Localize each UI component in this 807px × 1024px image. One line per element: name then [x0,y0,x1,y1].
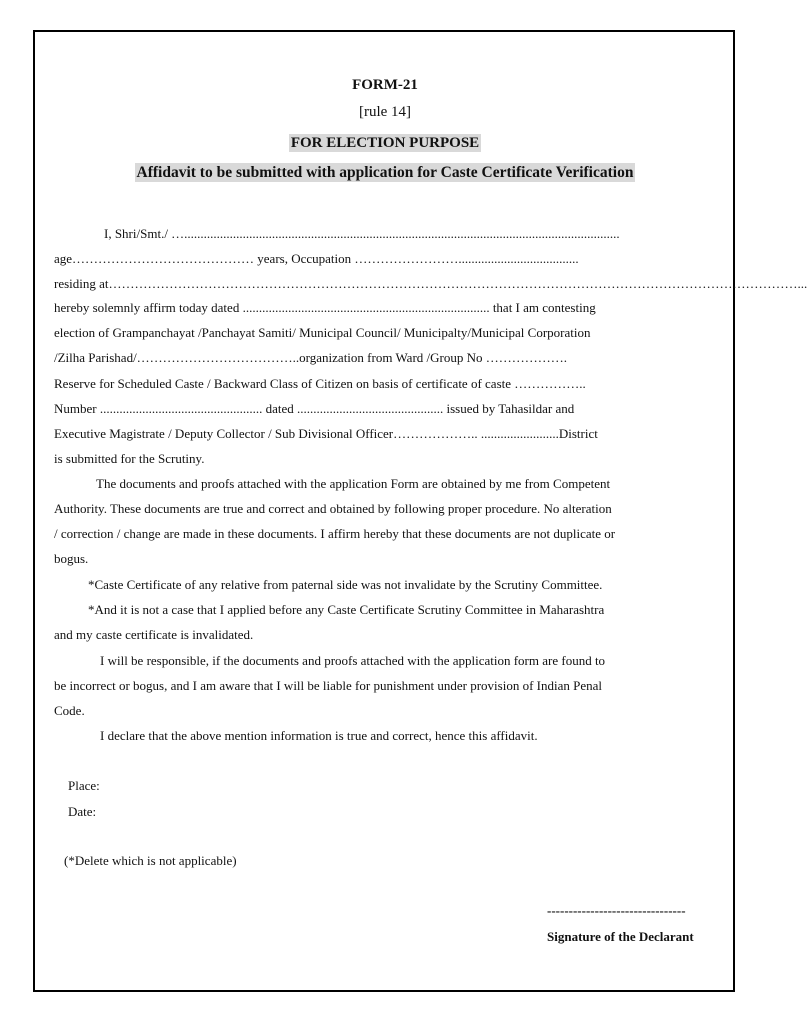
rule-reference: [rule 14] [358,104,412,120]
body-line: and my caste certificate is invalidated. [54,627,254,642]
body-line: election of Grampanchayat /Panchayat Samiti/ Municipal Council/ Municipalty/Municipal Corporation [54,325,591,340]
body-line: I declare that the above mention information is true and correct, hence this affidavit. [100,728,538,743]
signature-label: Signature of the Declarant [547,929,694,944]
place-label: Place: [68,778,100,793]
body-line: Reserve for Scheduled Caste / Backward Class of Citizen on basis of certificate of caste …………….. [54,376,586,391]
body-line: be incorrect or bogus, and I am aware that I will be liable for punishment under provision of Indian Penal [54,678,603,693]
body-line: is submitted for the Scrutiny. [54,451,205,466]
body-line: Executive Magistrate / Deputy Collector / Sub Divisional Officer……………….. ........................District [54,426,598,441]
date-label: Date: [68,804,97,819]
body-line: Number .................................................. dated ............................................. issued by Tahasildar and [54,401,575,416]
body-line: residing at……………………………………………………………………………………………………………………………………………... [54,276,807,291]
body-line: / correction / change are made in these documents. I affirm hereby that these documents are not duplicate or [54,526,616,541]
body-line: Code. [54,703,85,718]
body-line: *Caste Certificate of any relative from paternal side was not invalidate by the Scrutiny Committee. [88,577,603,592]
body-line: hereby solemnly affirm today dated ............................................................................ that I am contesting [54,300,596,315]
purpose-heading-text: FOR ELECTION PURPOSE [290,135,480,151]
affidavit-title-text: Affidavit to be submitted with application for Caste Certificate Verification [136,164,634,181]
body-line: bogus. [54,551,89,566]
body-line: I, Shri/Smt./ …...................................................................................................................................... [104,226,620,241]
body-line: Authority. These documents are true and correct and obtained by following proper procedure. No alteration [54,501,612,516]
purpose-heading [0,135,770,152]
body-line: I will be responsible, if the documents and proofs attached with the application form are found to [100,653,606,668]
signature-line: -------------------------------- [547,903,686,918]
delete-note: (*Delete which is not applicable) [64,853,237,868]
body-line: *And it is not a case that I applied before any Caste Certificate Scrutiny Committee in Maharashtra [88,602,605,617]
form-number: FORM-21 [352,77,418,93]
body-line: /Zilha Parishad/………………………………..organization from Ward /Group No ………………. [54,350,567,365]
body-line: The documents and proofs attached with the application Form are obtained by me from Competent [96,476,611,491]
affidavit-title [0,164,770,182]
body-line: age…………………………………… years, Occupation ……………………..................................... [54,251,579,266]
